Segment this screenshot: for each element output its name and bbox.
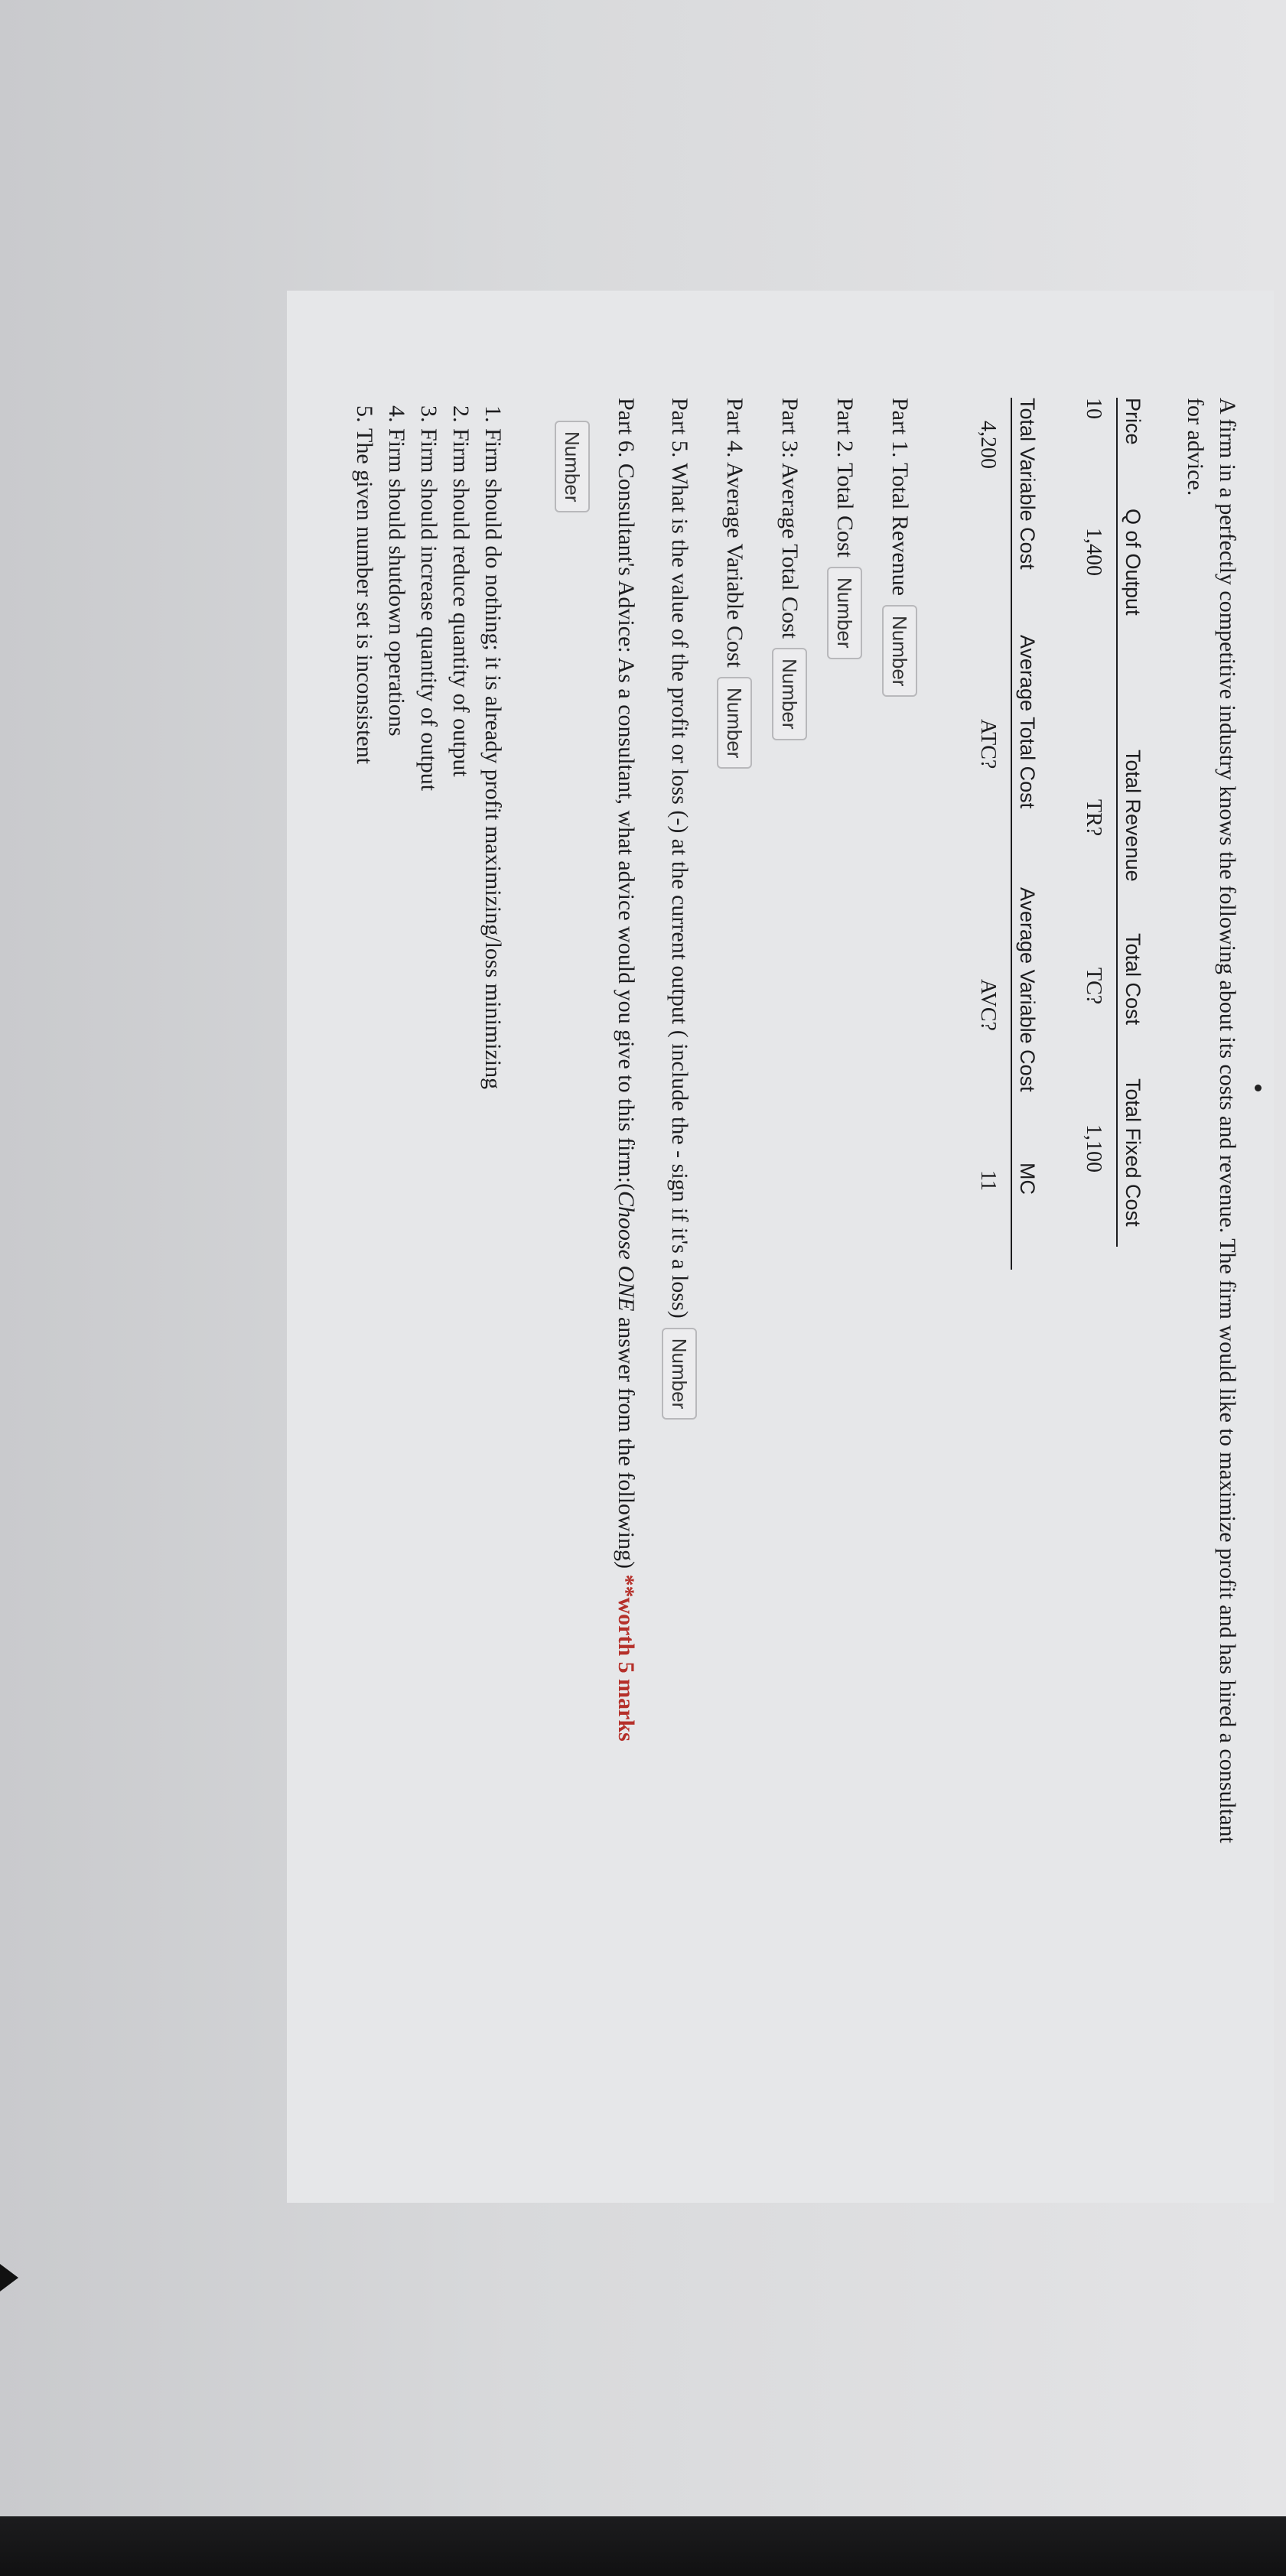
question-page <box>287 291 1274 2203</box>
profit-loss-input[interactable]: Number <box>662 1328 697 1420</box>
mouse-cursor-icon <box>0 2264 18 2291</box>
table2-value-mc: 11 <box>976 1170 1000 1191</box>
part-2-label: Part 2. Total Cost <box>832 398 858 558</box>
advice-option: 5. The given number set is inconsistent <box>348 428 380 2157</box>
table1-value-total-revenue: TR? <box>1082 799 1105 837</box>
table1-header-row <box>1109 398 1148 2157</box>
table2-header-total-variable-cost: Total Variable Cost <box>1016 398 1039 570</box>
table1-header-price: Price <box>1122 398 1144 445</box>
part-6-suffix: answer from the following) <box>614 1311 639 1575</box>
part-4-label: Part 4. Average Variable Cost <box>722 398 747 668</box>
part-6-marks-note: **worth 5 marks <box>614 1574 639 1742</box>
part-3-label: Part 3: Average Total Cost <box>777 398 803 639</box>
part-1 <box>882 398 917 2157</box>
table1-value-total-fixed-cost: 1,100 <box>1082 1124 1105 1173</box>
part-6-prefix: Part 6. Consultant's Advice: As a consultant, what advice would you give to this firm:( <box>614 398 639 1191</box>
part-1-label: Part 1. Total Revenue <box>887 398 913 596</box>
table2-header-rule <box>1011 398 1012 1270</box>
table1-value-row <box>1069 398 1109 2157</box>
advice-option: 1. Firm should do nothing; it is already profit maximizing/loss minimizing <box>477 428 509 2157</box>
table1-header-total-revenue: Total Revenue <box>1122 750 1144 882</box>
table1-value-quantity: 1,400 <box>1082 528 1105 576</box>
question-intro: A firm in a perfectly competitive industry knows the following about its costs and revenue. The firm would like to maximize profit and has hired a consultant for advice. <box>1183 398 1240 1843</box>
table1-header-quantity: Q of Output <box>1122 509 1144 616</box>
part-3 <box>772 398 807 2157</box>
part-2 <box>827 398 862 2157</box>
table1-header-total-cost: Total Cost <box>1122 933 1144 1026</box>
table1-header-rule <box>1116 398 1118 1247</box>
table1-value-price: 10 <box>1082 398 1105 419</box>
total-revenue-input[interactable]: Number <box>882 605 917 697</box>
table2-value-total-variable-cost: 4,200 <box>976 421 1000 469</box>
table2-value-average-variable-cost: AVC? <box>976 979 1000 1031</box>
table2-value-average-total-cost: ATC? <box>976 719 1000 769</box>
table2-value-row <box>963 398 1003 2157</box>
advice-option: 4. Firm should shutdown operations <box>380 428 412 2157</box>
consultant-advice-input[interactable]: Number <box>555 421 590 512</box>
part-4 <box>717 398 752 2157</box>
table2-header-average-variable-cost: Average Variable Cost <box>1016 887 1039 1092</box>
advice-option: 2. Firm should reduce quantity of output <box>444 428 477 2157</box>
table2-header-row <box>1003 398 1043 2157</box>
advice-option: 3. Firm should increase quantity of output <box>412 428 444 2157</box>
table1-value-total-cost: TC? <box>1082 968 1105 1005</box>
table2-header-mc: MC <box>1016 1163 1039 1195</box>
advice-options-list <box>348 398 509 2157</box>
average-total-cost-input[interactable]: Number <box>772 648 807 740</box>
screen-speck <box>1255 1085 1262 1091</box>
question-content <box>348 398 1243 2157</box>
total-cost-input[interactable]: Number <box>827 567 862 659</box>
table2-header-average-total-cost: Average Total Cost <box>1016 635 1039 809</box>
part-6-italic: Choose ONE <box>614 1190 639 1312</box>
question-parts <box>509 398 917 2157</box>
monitor-bezel <box>0 2516 1286 2576</box>
table1-header-total-fixed-cost: Total Fixed Cost <box>1122 1078 1144 1227</box>
part-5 <box>662 398 697 2157</box>
average-variable-cost-input[interactable]: Number <box>717 677 752 769</box>
part-5-label: Part 5. What is the value of the profit or loss (-) at the current output ( include the - sign if it's a loss) <box>667 398 692 1319</box>
part-6 <box>610 398 642 2080</box>
